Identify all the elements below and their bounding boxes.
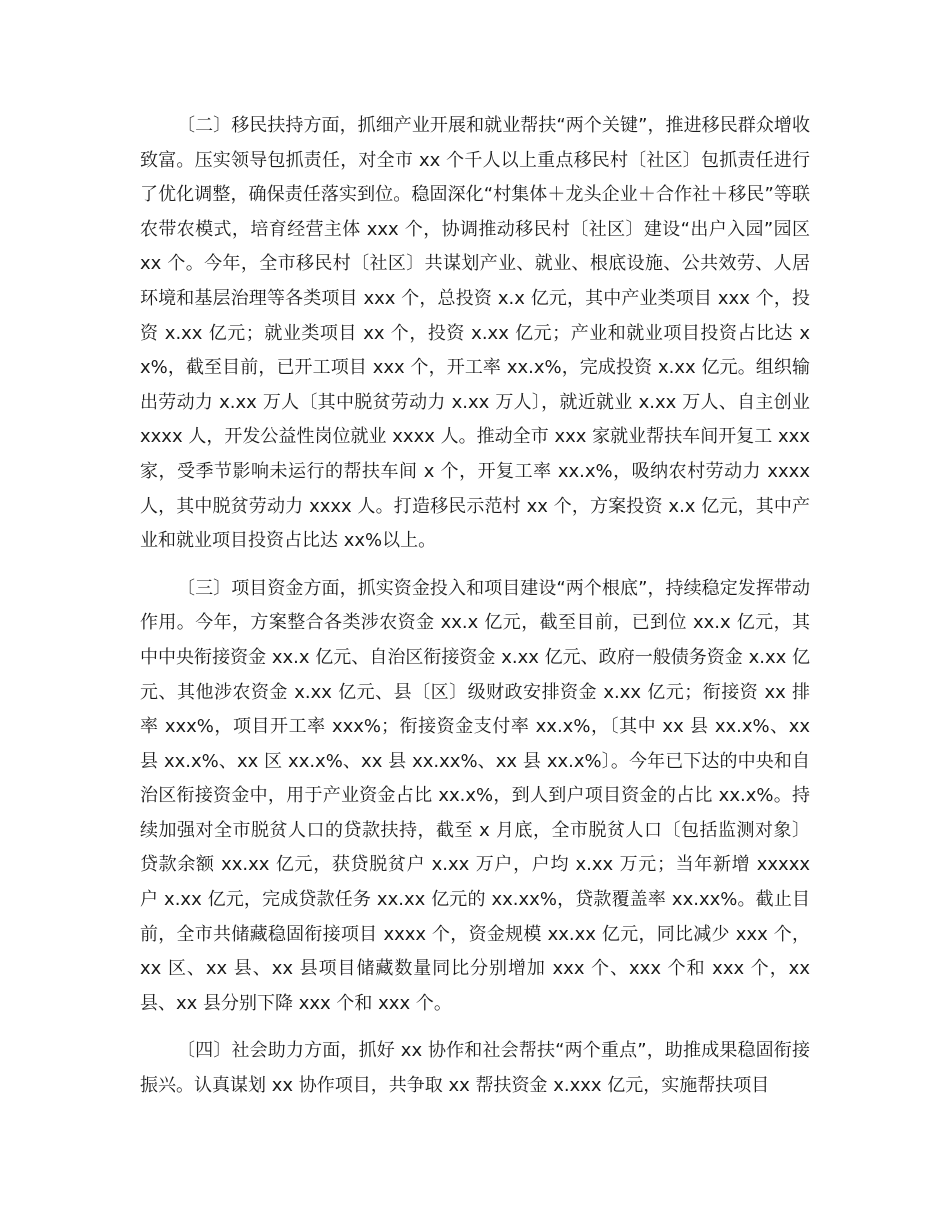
paragraph-project-funds: 〔三〕项目资金方面，抓实资金投入和项目建设“两个根底”，持续稳定发挥带动作用。今年，方案整合各类涉农资金 xx.x 亿元，截至目前，已到位 xx.x 亿元，其中中央衔接资金 xx.x 亿元、自治区衔接资金 x.xx 亿元、政府一般债务资金 x.xx 亿元、其他涉农资金 x.xx 亿元、县〔区〕级财政安排资金 x.xx 亿元；衔接资 xx 排率 xxx%，项目开工率 xxx%；衔接资金支付率 xx.x%，〔其中 xx 县 xx.x%、xx 县 xx.x%、xx 区 xx.x%、xx 县 xx.xx%、xx 县 xx.x%〕。今年已下达的中央和自治区衔接资金中，用于产业资金占比 xx.x%，到人到户项目资金的占比 xx.x%。持续加强对全市脱贫人口的贷款扶持，截至 x 月底，全市脱贫人口〔包括监测对象〕贷款余额 xx.xx 亿元，获贷脱贫户 x.xx 万户，户均 x.xx 万元；当年新增 xxxxx 户 x.xx 亿元，完成贷款任务 xx.xx 亿元的 xx.xx%，贷款覆盖率 xx.xx%。截止目前，全市共储藏稳固衔接项目 xxxx 个，资金规模 xx.xx 亿元，同比减少 xxx 个，xx 区、xx 县、xx 县项目储藏数量同比分别增加 xxx 个、xxx 个和 xxx 个，xx 县、xx 县分别下降 xxx 个和 xxx 个。 bbox=[140, 577, 810, 1014]
paragraph-migrant-support: 〔二〕移民扶持方面，抓细产业开展和就业帮扶“两个关键”，推进移民群众增收致富。压实领导包抓责任，对全市 xx 个千人以上重点移民村〔社区〕包抓责任进行了优化调整，确保责任落实到位。稳固深化“村集体＋龙头企业＋合作社＋移民”等联农带农模式，培育经营主体 xxx 个，协调推动移民村〔社区〕建设“出户入园”园区 xx 个。今年，全市移民村〔社区〕共谋划产业、就业、根底设施、公共效劳、人居环境和基层治理等各类项目 xxx 个，总投资 x.x 亿元，其中产业类项目 xxx 个，投资 x.xx 亿元；就业类项目 xx 个，投资 x.xx 亿元；产业和就业项目投资占比达 xx%，截至目前，已开工项目 xxx 个，开工率 xx.x%，完成投资 x.xx 亿元。组织输出劳动力 x.xx 万人〔其中脱贫劳动力 x.xx 万人〕，就近就业 x.xx 万人、自主创业 xxxx 人，开发公益性岗位就业 xxxx 人。推动全市 xxx 家就业帮扶车间开复工 xxx 家，受季节影响未运行的帮扶车间 x 个，开复工率 xx.x%，吸纳农村劳动力 xxxx 人，其中脱贫劳动力 xxxx 人。打造移民示范村 xx 个，方案投资 x.x 亿元，其中产业和就业项目投资占比达 xx%以上。 bbox=[140, 115, 810, 552]
document-body bbox=[140, 109, 810, 1117]
paragraph-social-assistance: 〔四〕社会助力方面，抓好 xx 协作和社会帮扶“两个重点”，助推成果稳固衔接振兴。认真谋划 xx 协作项目，共争取 xx 帮扶资金 x.xxx 亿元，实施帮扶项目 bbox=[140, 1040, 810, 1097]
